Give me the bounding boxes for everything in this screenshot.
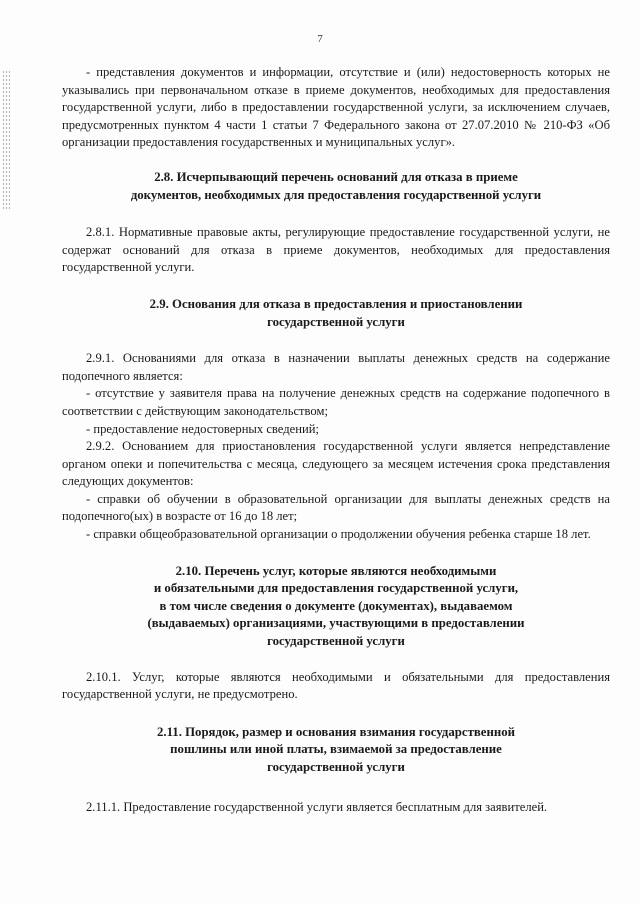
list-item-no-right: - отсутствие у заявителя права на получение денежных средств на содержание подопечного в соответствии с действующим законодательством;	[62, 386, 610, 418]
list-item-school-certificate: - справки общеобразовательной организации о продолжении обучения ребенка старше 18 лет.	[86, 527, 591, 542]
section-2-10-heading-line: и обязательными для предоставления государственной услуги,	[153, 581, 519, 596]
section-2-9-heading-line: 2.9. Основания для отказа в предоставления и приостановлении	[149, 296, 523, 311]
paragraph-2-9-1: 2.9.1. Основаниями для отказа в назначении выплаты денежных средств на содержание подопечного является:	[62, 351, 610, 383]
section-2-10-heading-line: 2.10. Перечень услуг, которые являются необходимыми	[175, 563, 497, 578]
paragraph-2-9-2: 2.9.2. Основанием для приостановления государственной услуги является непредставление органом опеки и попечительства с месяца, следующего за месяцем истечения срока представления следующих документов:	[62, 439, 610, 489]
section-2-10-heading	[62, 563, 610, 651]
paragraph-2-11-1: 2.11.1. Предоставление государственной услуги является бесплатным для заявителей.	[86, 799, 548, 814]
section-2-11-heading-line: государственной услуги	[267, 760, 405, 774]
binding-holes-decoration	[2, 70, 10, 210]
section-2-9-heading-line: государственной услуги	[267, 314, 405, 329]
section-2-11-heading-line: пошлины или иной платы, взимаемой за предоставление	[170, 742, 502, 757]
document-body	[62, 64, 610, 816]
section-2-11-heading-line: 2.11. Порядок, размер и основания взимания государственной	[157, 724, 515, 739]
list-item-false-info: - предоставление недостоверных сведений;	[86, 421, 319, 436]
paragraph-2-10-1: 2.10.1. Услуг, которые являются необходимыми и обязательными для предоставления государственной услуги, не предусмотрено.	[62, 669, 610, 702]
section-2-10-heading-line: государственной услуги	[267, 634, 405, 649]
section-2-9-heading	[62, 296, 610, 331]
section-2-8-heading	[62, 169, 610, 204]
list-item-study-certificate: - справки об обучении в образовательной организации для выплаты денежных средств на подопечного(ых) в возрасте от 16 до 18 лет;	[62, 491, 610, 524]
section-2-8-heading-line: 2.8. Исчерпывающий перечень оснований для отказа в приеме	[154, 169, 518, 184]
page-number: 7	[317, 33, 323, 45]
intro-paragraph: - представления документов и информации, отсутствие и (или) недостоверность которых не указывались при первоначальном отказе в приеме документов, необходимых для предоставления государственной услуги, либо в предоставлении государственной услуги, за исключением случаев, предусмотренных пунктом 4 части 1 статьи 7 Федерального закона от 27.07.2010 № 210-ФЗ «Об организации предоставления государственных и муниципальных услуг».	[62, 65, 610, 150]
section-2-11-heading	[62, 724, 610, 777]
paragraph-2-8-1: 2.8.1. Нормативные правовые акты, регулирующие предоставление государственной услуги, не содержат оснований для отказа в приеме документов, необходимых для предоставления государственной услуги.	[62, 225, 610, 275]
section-2-10-heading-line: в том числе сведения о документе (документах), выдаваемом	[159, 598, 513, 613]
section-2-10-heading-line: (выдаваемых) организациями, участвующими в предоставлении	[147, 616, 525, 631]
section-2-8-heading-line: документов, необходимых для предоставления государственной услуги	[130, 187, 542, 202]
